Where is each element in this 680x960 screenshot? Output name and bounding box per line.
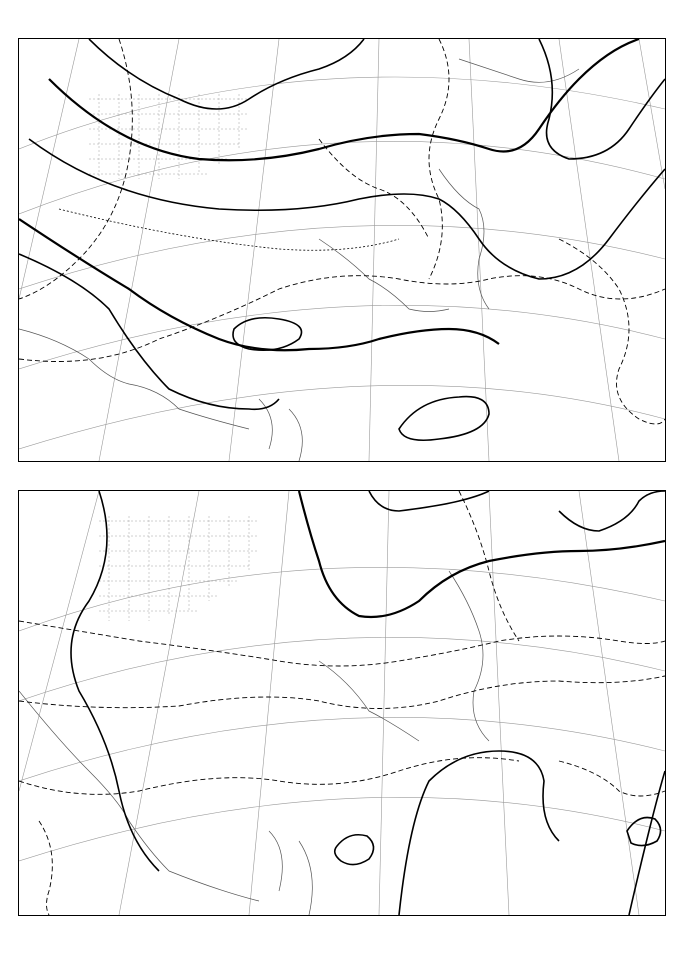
isotherms xyxy=(19,39,665,424)
isotachs xyxy=(59,209,399,250)
lat-lon-grid xyxy=(19,39,665,461)
chart-500hpa xyxy=(18,490,666,916)
map-500hpa xyxy=(19,491,665,915)
isotherms xyxy=(19,491,665,915)
terrain-hatch xyxy=(99,516,259,621)
closed-contours xyxy=(335,818,661,865)
height-contours xyxy=(19,39,665,409)
chart-300hpa xyxy=(18,38,666,462)
lat-lon-grid xyxy=(19,491,665,915)
map-300hpa xyxy=(19,39,665,461)
height-contours xyxy=(71,491,665,915)
terrain-hatch xyxy=(89,94,249,179)
